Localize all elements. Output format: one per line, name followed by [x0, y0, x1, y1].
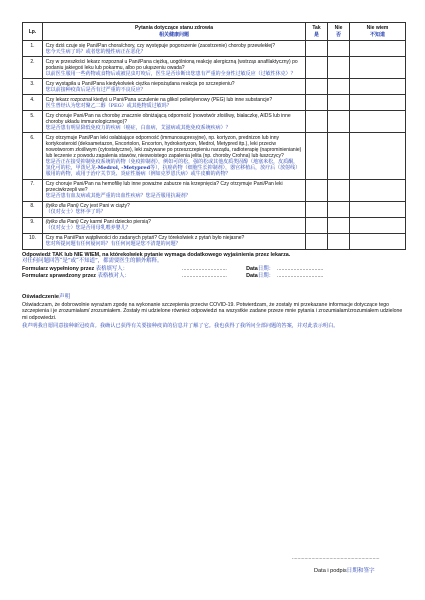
- declaration-body-zh: 我声明我自愿同意接种新冠疫苗。我确认已获得有关要接种疫苗的信息并了解了它。我也获得了我所问全部问题的答案，并对此表示明白。: [22, 323, 339, 330]
- table-row: [23, 133, 406, 179]
- form-filled-by-pl: Formularz wypełniony przez: [22, 265, 95, 272]
- signature-label: [314, 566, 375, 574]
- question-zh: 您对所提问题有任何疑问吗？有任何问题是您不清楚的问题？: [45, 241, 181, 248]
- question-pl-qualifier: (tylko dla Pani): [45, 203, 79, 210]
- answer-nie-wiem-cell[interactable]: [350, 179, 406, 201]
- row-number: 2.: [23, 57, 43, 79]
- question-header-zh: 相关健康问题: [158, 32, 189, 39]
- question-zh: [46, 103, 303, 109]
- row-number: 4.: [23, 95, 43, 111]
- question-zh: 您是否患有明显降低免疫力的疾病（癌症，白血病，艾滋病或其他免疫系统疾病）？: [45, 124, 231, 131]
- answer-nie-cell[interactable]: [328, 201, 350, 217]
- answer-nie-cell[interactable]: [328, 217, 350, 233]
- question-zh: （仅对女士）您怀孕了吗？: [45, 209, 106, 216]
- answer-tak-cell[interactable]: [306, 57, 328, 79]
- answer-nie-cell[interactable]: [328, 111, 350, 133]
- question-pl: Czy otrzymuje Pani/Pan leki osłabiające odporność (immunosupresyjne), np. kortyzon, prednizon lub inny kortykosteroid (deksametazon, Encortolon, Encorton, hydrokortyzon, Medrol, Metypred itp.), leki przeciw nowotworom złośliwym (cytostatyczne), leki zażywane po przeszczepieniu narządu, radioterapię (naprominienianie) lub leczenie z powodu zapalenia stawów, nieswoistego zapalenia jelita (np. choroby Crohna) lub łuszczycy?: [45, 134, 302, 159]
- form-checked-by-zh: 表格核对人：: [97, 273, 130, 280]
- lp-header-label: Lp.: [28, 28, 37, 35]
- signature-line[interactable]: ...............................................................: [292, 555, 380, 561]
- answer-note-zh: 对任何问题回答“是”或“不知道”，都需要医生的额外解释。: [22, 258, 163, 265]
- tak-header-pl: Tak: [312, 25, 321, 31]
- answer-nie-wiem-cell[interactable]: [350, 79, 406, 95]
- form-filled-by-line: [22, 266, 405, 273]
- question-zh-code: -Medrol, -Metypred: [95, 165, 151, 172]
- row-number: 6.: [23, 133, 43, 179]
- question-zh: [46, 159, 303, 177]
- question-zh: 以前医生服用一些药物或食物后或被昆虫叮咬后，医生是否诊断出您患有严重的全身性过敏反应（过敏性休克）？: [45, 70, 296, 77]
- question-zh: 您以前接种疫苗后是否有过严重的不良反应？: [45, 86, 146, 93]
- question-cell: [43, 201, 306, 217]
- answer-nie-cell[interactable]: [328, 233, 350, 249]
- answer-tak-cell[interactable]: [306, 111, 328, 133]
- question-zh-part: ）或其他物质过敏吗？: [121, 102, 172, 109]
- answer-nie-wiem-cell[interactable]: [350, 41, 406, 57]
- signature-label-pl: Data i podpis: [314, 568, 347, 574]
- date-label-pl: Data: [246, 265, 258, 272]
- question-cell: [43, 95, 306, 111]
- date-label: [240, 273, 277, 280]
- table-row: [23, 79, 406, 95]
- question-zh: （仅对女士）您是否用母乳喂养婴儿？: [45, 225, 131, 232]
- nie-header-pl: Nie: [334, 25, 343, 31]
- form-page: [22, 22, 405, 330]
- question-header-pl: Pytania dotyczące stanu zdrowia: [134, 25, 214, 31]
- table-header-row: [23, 23, 406, 41]
- health-questions-table: [22, 22, 406, 250]
- answer-nie-wiem-cell[interactable]: [350, 233, 406, 249]
- nie-wiem-header-zh: 不知道: [369, 32, 385, 39]
- form-filled-by-zh: 表格填写人：: [95, 265, 129, 272]
- form-checked-by-field[interactable]: ..............................: [182, 273, 227, 280]
- nie-header: [328, 23, 350, 41]
- question-pl: Czy dziś czuje się Pani/Pan chora/chory, czy występuje pogorszenie (zaostrzenie) choroby przewlekłej?: [45, 42, 276, 49]
- question-zh-part: 等），抗癌药物（细胞生长抑制剂），器官移植后，放疗后（放射线）服用的药物，或用于治疗关节炎、炎症性肠病（例如克罗恩氏病）或牛皮癣的药物？: [45, 165, 301, 178]
- answer-tak-cell[interactable]: [306, 79, 328, 95]
- answer-tak-cell[interactable]: [306, 217, 328, 233]
- question-cell: [43, 57, 306, 79]
- answer-nie-wiem-cell[interactable]: [350, 111, 406, 133]
- question-cell: [43, 41, 306, 57]
- question-zh: 您今天生病了吗？或者您的慢性病正在恶化？: [45, 48, 146, 55]
- answer-note-pl: Odpowiedź TAK lub NIE WIEM, na którekolwiek pytanie wymaga dodatkowego wyjaśnienia przez lekarza.: [22, 251, 291, 258]
- date-label-zh: 日期：: [257, 265, 274, 272]
- table-row: [23, 57, 406, 79]
- question-pl: Czy lekarz rozpoznał kiedyś u Pani/Pana uczulenie na glikol polietylenowy (PEG) lub inne substancje?: [45, 96, 273, 103]
- question-cell: [43, 179, 306, 201]
- table-row: [23, 111, 406, 133]
- question-cell: [43, 217, 306, 233]
- row-number: 10.: [23, 233, 43, 249]
- answer-tak-cell[interactable]: [306, 133, 328, 179]
- question-cell: [43, 133, 306, 179]
- nie-header-zh: 否: [335, 32, 341, 39]
- question-pl: Czy w przeszłości lekarz rozpoznał u Pani/Pana ciężką, uogólnioną reakcję alergiczną (wstrząs anafilaktyczny) po podaniu jakiegoś leku lub pokarmu, albo po ukąszeniu owada?: [45, 58, 298, 71]
- question-cell: [43, 111, 306, 133]
- question-zh-part: 您是否正在接受抑制免疫系统的药物（免疫抑制剂），例如可的松，强的松或其他皮质类固醇（地塞米松，皮质酮，氢化可的松，甲泼尼龙: [45, 158, 299, 172]
- answer-tak-cell[interactable]: [306, 233, 328, 249]
- nie-wiem-header: [350, 23, 406, 41]
- answer-nie-cell[interactable]: [328, 95, 350, 111]
- declaration-title-pl: Oświadczenie: [22, 294, 59, 300]
- answer-nie-cell[interactable]: [328, 133, 350, 179]
- answer-nie-cell[interactable]: [328, 57, 350, 79]
- question-pl: Czy wystąpiła u Pani/Pana kiedykolwiek ciężka niepożądana reakcja po szczepieniu?: [45, 80, 235, 87]
- answer-nie-wiem-cell[interactable]: [350, 95, 406, 111]
- declaration-title-zh: 声明: [59, 294, 71, 300]
- question-cell: [43, 79, 306, 95]
- row-number: 7.: [23, 179, 43, 201]
- form-filled-by-field[interactable]: ..............................: [182, 265, 227, 272]
- question-pl: Czy choruje Pani/Pan na chorobę znacznie obniżającą odporność (nowotwór złośliwy, białaczkę, AIDS lub inne choroby układu immunologicznego)?: [45, 112, 291, 125]
- answer-nie-wiem-cell[interactable]: [350, 217, 406, 233]
- row-number: 1.: [23, 41, 43, 57]
- question-pl-qualifier: (tylko dla Pani): [45, 219, 79, 226]
- question-zh: 您是否患有血友病或其他严重的出血性疾病？您是否服用抗凝剂？: [45, 193, 191, 200]
- answer-tak-cell[interactable]: [306, 201, 328, 217]
- question-cell: [43, 233, 306, 249]
- table-row: [23, 179, 406, 201]
- lp-header: [23, 23, 43, 41]
- table-row: [23, 217, 406, 233]
- question-zh-part: 医生曾经认为您对聚乙二醇（: [45, 102, 111, 109]
- answer-nie-cell[interactable]: [328, 79, 350, 95]
- answer-nie-cell[interactable]: [328, 41, 350, 57]
- table-row: [23, 233, 406, 249]
- table-row: [23, 41, 406, 57]
- answer-tak-cell[interactable]: [306, 179, 328, 201]
- nie-wiem-header-pl: Nie wiem: [366, 25, 389, 31]
- declaration-title: [22, 292, 405, 300]
- answer-nie-wiem-cell[interactable]: [350, 133, 406, 179]
- declaration-body-pl: Oświadczam, że dobrowolnie wyrażam zgodę na wykonanie szczepienia przeciw COVID-19. Potwierdzam, że zostały mi przekazane informacje dotyczące tego szczepienia i je zrozumiałam/ zrozumiałem. Zostały mi udzielone również odpowiedzi na wszystkie zadane przeze mnie pytania i zrozumiałam/zrozumiałem udzielone mi odpowiedzi.: [22, 302, 403, 321]
- tak-header-zh: 是: [313, 32, 319, 39]
- tak-header: [306, 23, 328, 41]
- answer-nie-wiem-cell[interactable]: [350, 201, 406, 217]
- question-header: [43, 23, 306, 41]
- table-row: [23, 95, 406, 111]
- date-label-zh: 日期：: [257, 273, 274, 280]
- signature-label-zh: 日期和签字: [346, 568, 375, 574]
- question-pl: Czy choruje Pani/Pan na hemofilię lub inne poważne zaburze nia krzepnięcia? Czy otrzymuje Pani/Pan leki przeciwkrzepli we?: [45, 181, 283, 194]
- date-field[interactable]: ...............................: [277, 273, 324, 280]
- question-pl: Czy ma Pani/Pan wątpliwości do zadanych pytań? Czy tórekolwiek z pytań było niejasne?: [45, 235, 245, 242]
- question-zh-code: PEG: [110, 102, 122, 109]
- form-checked-by-label: [22, 273, 182, 280]
- date-label-pl: Data: [246, 273, 258, 280]
- row-number: 3.: [23, 79, 43, 95]
- row-number: 8.: [23, 201, 43, 217]
- answer-nie-cell[interactable]: [328, 179, 350, 201]
- answer-nie-wiem-cell[interactable]: [350, 57, 406, 79]
- row-number: 5.: [23, 111, 43, 133]
- question-pl-text: Czy jest Pani w ciąży?: [78, 203, 130, 210]
- answer-tak-cell[interactable]: [306, 41, 328, 57]
- answer-tak-cell[interactable]: [306, 95, 328, 111]
- post-table-section: [22, 252, 405, 280]
- form-checked-by-pl: Formularz sprawdzony przez: [22, 273, 96, 280]
- row-number: 9.: [23, 217, 43, 233]
- date-label: [240, 266, 277, 273]
- question-pl-text: Czy karmi Pani dziecko piersią?: [78, 219, 151, 226]
- form-filled-by-label: [22, 266, 182, 273]
- form-checked-by-line: [22, 273, 405, 280]
- date-field[interactable]: ...............................: [277, 265, 324, 272]
- table-row: [23, 201, 406, 217]
